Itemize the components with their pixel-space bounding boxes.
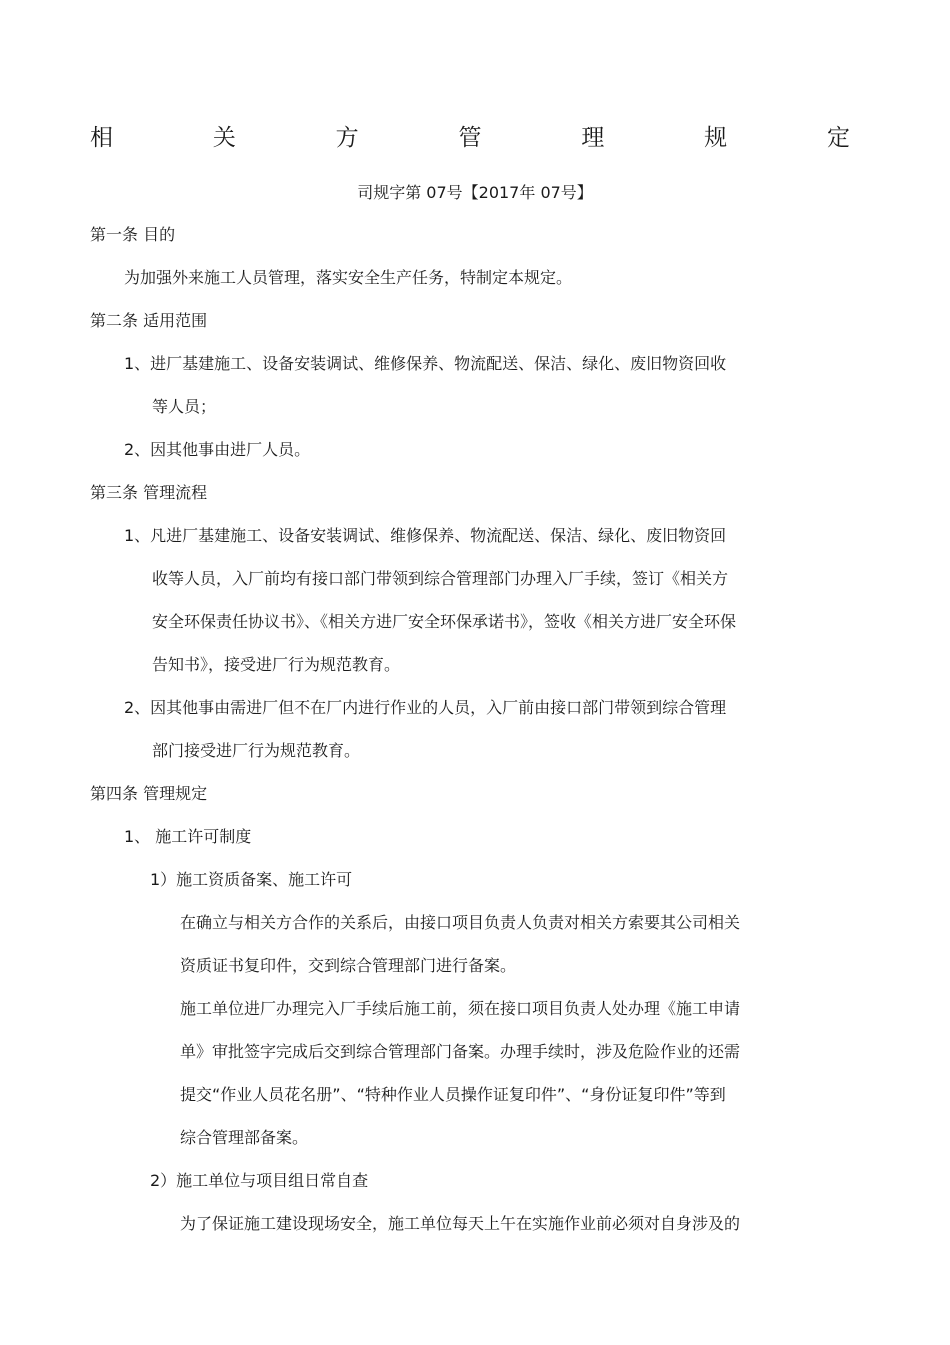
title-char: 理 (581, 125, 605, 151)
paragraph-line: 部门接受进厂行为规范教育。 (152, 741, 361, 760)
title-char: 定 (826, 125, 850, 151)
paragraph-line: 1、凡进厂基建施工、设备安装调试、维修保养、物流配送、保洁、绿化、废旧物资回 (124, 526, 727, 545)
paragraph-line: 提交“作业人员花名册”、“特种作业人员操作证复印件”、“身份证复印件”等到 (180, 1085, 726, 1104)
paragraph-line: 单》审批签字完成后交到综合管理部门备案。办理手续时，涉及危险作业的还需 (180, 1042, 741, 1061)
paragraph-line: 等人员； (152, 397, 217, 416)
subsection-heading: 1）施工资质备案、施工许可 (150, 870, 353, 889)
article-heading: 第四条 管理规定 (90, 784, 208, 803)
paragraph-line: 告知书》，接受进厂行为规范教育。 (152, 655, 401, 674)
paragraph-line: 资质证书复印件，交到综合管理部门进行备案。 (180, 956, 517, 975)
paragraph-line: 为了保证施工建设现场安全，施工单位每天上午在实施作业前必须对自身涉及的 (180, 1214, 741, 1233)
article-heading: 第三条 管理流程 (90, 483, 208, 502)
paragraph-line: 2、因其他事由需进厂但不在厂内进行作业的人员，入厂前由接口部门带领到综合管理 (124, 698, 727, 717)
section-heading: 1、 施工许可制度 (124, 827, 252, 846)
paragraph-line: 在确立与相关方合作的关系后，由接口项目负责人负责对相关方索要其公司相关 (180, 913, 741, 932)
title-char: 管 (458, 125, 482, 151)
title-char: 方 (335, 125, 359, 151)
paragraph-line: 施工单位进厂办理完入厂手续后施工前，须在接口项目负责人处办理《施工申请 (180, 999, 741, 1018)
paragraph-line: 安全环保责任协议书》、《相关方进厂安全环保承诺书》，签收《相关方进厂安全环保 (152, 612, 737, 631)
paragraph-line: 2、因其他事由进厂人员。 (124, 440, 311, 459)
title-char: 规 (704, 125, 728, 151)
article-heading: 第一条 目的 (90, 225, 176, 244)
paragraph-line: 综合管理部备案。 (180, 1128, 309, 1147)
paragraph-line: 为加强外来施工人员管理，落实安全生产任务，特制定本规定。 (124, 268, 573, 287)
title-char: 关 (212, 125, 236, 151)
paragraph-line: 1、进厂基建施工、设备安装调试、维修保养、物流配送、保洁、绿化、废旧物资回收 (124, 354, 727, 373)
document-title (90, 118, 850, 158)
document-number: 司规字第 07号【2017年 07号】 (357, 183, 593, 202)
paragraph-line: 收等人员，入厂前均有接口部门带领到综合管理部门办理入厂手续，签订《相关方 (152, 569, 729, 588)
article-heading: 第二条 适用范围 (90, 311, 208, 330)
subsection-heading: 2）施工单位与项目组日常自查 (150, 1171, 369, 1190)
title-char: 相 (90, 125, 113, 151)
